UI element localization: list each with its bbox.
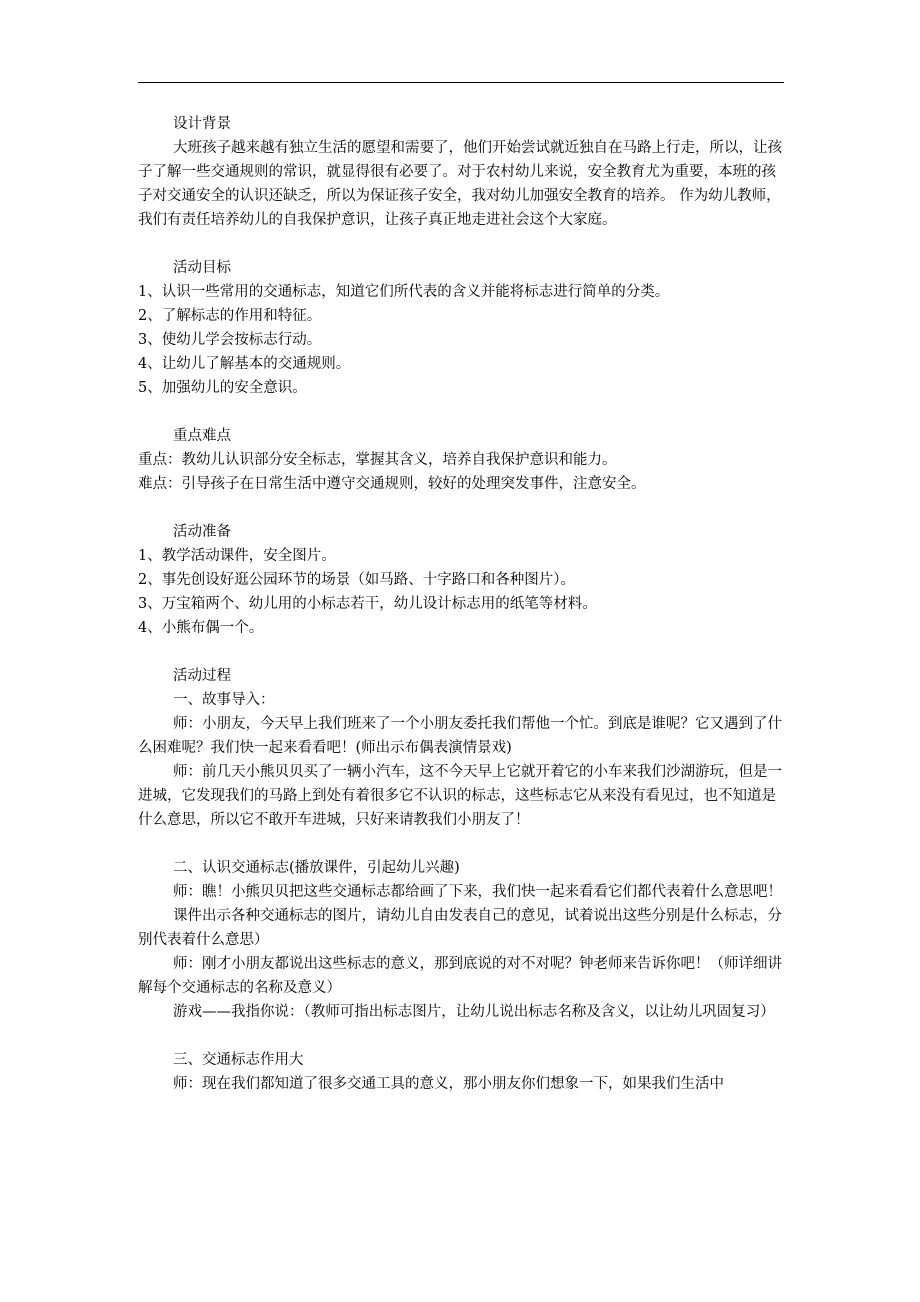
header-rule	[138, 82, 784, 83]
document-body	[138, 112, 786, 1096]
process-part3-heading: 三、交通标志作用大	[173, 1052, 304, 1068]
key-point-text: 重点：教幼儿认识部分安全标志，掌握其含义，培养自我保护意识和能力。	[138, 452, 617, 468]
preparation-item: 1、教学活动课件，安全图片。	[138, 548, 336, 564]
process-paragraph: 课件出示各种交通标志的图片，请幼儿自由发表自己的意见，试着说出这些分别是什么标志，分别代表着什么意思）	[138, 908, 782, 948]
goal-item: 5、加强幼儿的安全意识。	[138, 380, 307, 396]
section-title-key-points: 重点难点	[173, 428, 231, 444]
difficulty-text: 难点：引导孩子在日常生活中遵守交通规则，较好的处理突发事件，注意安全。	[138, 476, 646, 492]
goal-item: 1、认识一些常用的交通标志，知道它们所代表的含义并能将标志进行简单的分类。	[138, 284, 670, 300]
process-part2-heading: 二、认识交通标志(播放课件，引起幼儿兴趣)	[173, 860, 460, 876]
spacer	[138, 400, 786, 424]
preparation-item: 2、事先创设好逛公园环节的场景（如马路、十字路口和各种图片）。	[138, 572, 575, 588]
process-paragraph: 师：瞧！小熊贝贝把这些交通标志都给画了下来，我们快一起来看看它们都代表着什么意思吧！	[173, 884, 782, 900]
goal-item: 3、使幼儿学会按标志行动。	[138, 332, 322, 348]
process-paragraph: 师：前几天小熊贝贝买了一辆小汽车，这不今天早上它就开着它的小车来我们沙湖游玩，但是一进城，它发现我们的马路上到处有着很多它不认识的标志，这些标志它从来没有看见过，也不知道是什么意思，所以它不敢开车进城，只好来请教我们小朋友了！	[138, 764, 782, 828]
section-title-process: 活动过程	[173, 668, 231, 684]
preparation-item: 4、小熊布偶一个。	[138, 620, 264, 636]
process-paragraph: 游戏——我指你说：（教师可指出标志图片，让幼儿说出标志名称及含义，以让幼儿巩固复习）	[173, 1004, 775, 1020]
spacer	[138, 496, 786, 520]
process-paragraph: 师：小朋友，今天早上我们班来了一个小朋友委托我们帮他一个忙。到底是谁呢？它又遇到了什么困难呢？我们快一起来看看吧！(师出示布偶表演情景戏)	[138, 716, 782, 756]
goal-item: 2、了解标志的作用和特征。	[138, 308, 322, 324]
spacer	[138, 832, 786, 856]
process-paragraph: 师：刚才小朋友都说出这些标志的意义，那到底说的对不对呢？钟老师来告诉你吧！（师详细讲解每个交通标志的名称及意义）	[138, 956, 782, 996]
goal-item: 4、让幼儿了解基本的交通规则。	[138, 356, 351, 372]
section-title-goals: 活动目标	[173, 260, 231, 276]
background-paragraph: 大班孩子越来越有独立生活的愿望和需要了，他们开始尝试就近独自在马路上行走，所以，让孩子了解一些交通规则的常识，就显得很有必要了。对于农村幼儿来说，安全教育尤为重要，本班的孩子对交通安全的认识还缺乏，所以为保证孩子安全，我对幼儿加强安全教育的培养。 作为幼儿教师，我们有责任培养幼儿的自我保护意识，让孩子真正地走进社会这个大家庭。	[138, 140, 782, 228]
process-paragraph: 师：现在我们都知道了很多交通工具的意义，那小朋友你们想象一下，如果我们生活中	[173, 1076, 724, 1092]
section-title-background: 设计背景	[173, 116, 231, 132]
spacer	[138, 640, 786, 664]
process-part1-heading: 一、故事导入：	[173, 692, 275, 708]
spacer	[138, 1024, 786, 1048]
section-title-preparation: 活动准备	[173, 524, 231, 540]
spacer	[138, 232, 786, 256]
preparation-item: 3、万宝箱两个、幼儿用的小标志若干，幼儿设计标志用的纸笔等材料。	[138, 596, 597, 612]
